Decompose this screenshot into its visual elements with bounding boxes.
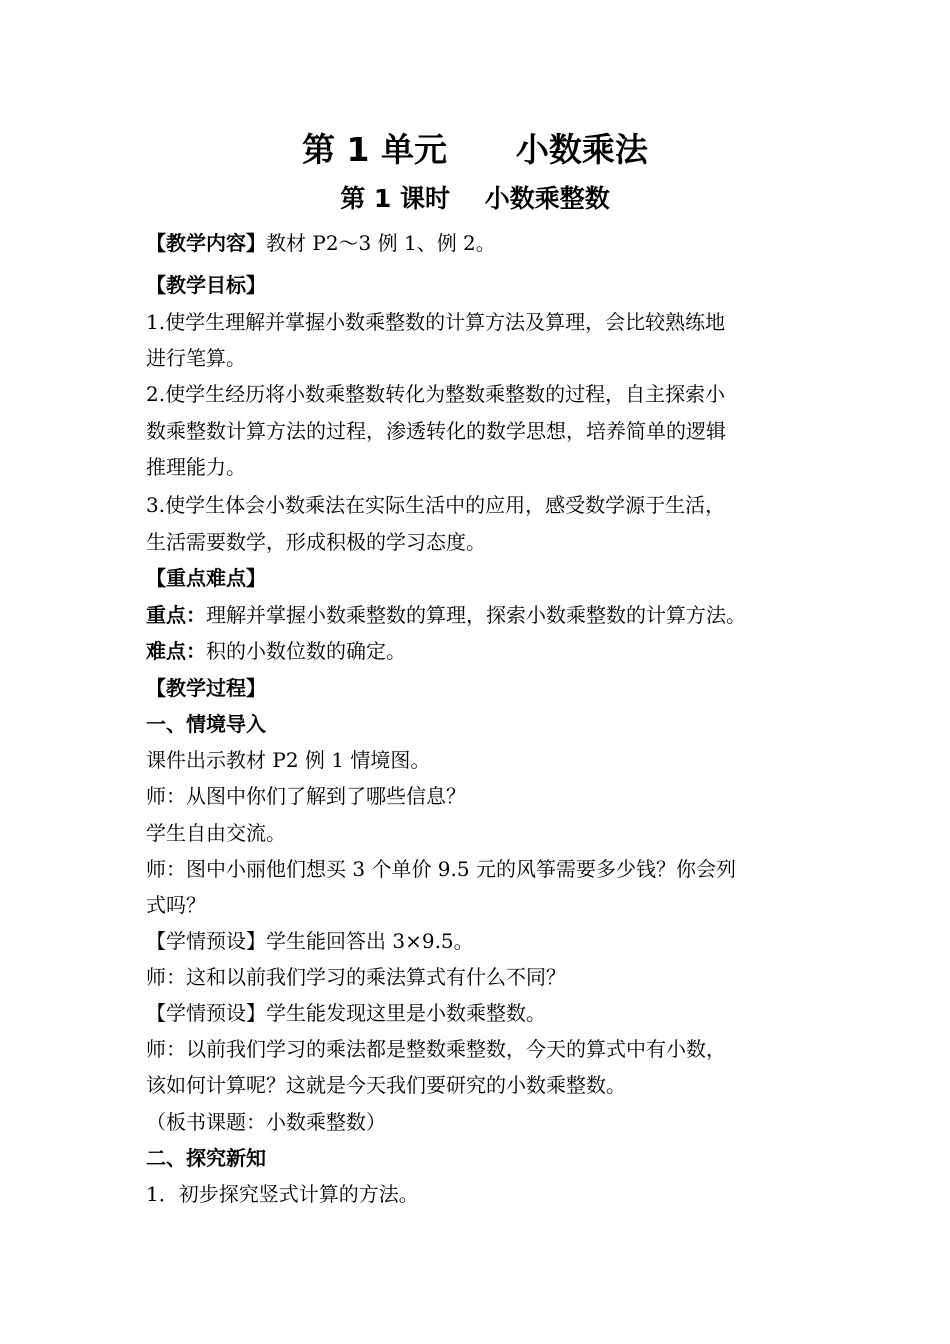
process-line: （板书课题：小数乘整数） [146,1110,386,1134]
goal-line: 推理能力。 [146,455,246,479]
difficult-point-label: 难点： [146,639,206,663]
process-line: 师：图中小丽他们想买 3 个单价 9.5 元的风筝需要多少钱？你会列 [146,857,736,881]
process-line: 师：从图中你们了解到了哪些信息？ [146,784,466,808]
process-line: 师：这和以前我们学习的乘法算式有什么不同？ [146,965,566,989]
difficult-point-text: 积的小数位数的确定。 [206,639,406,663]
process-line: 【学情预设】学生能发现这里是小数乘整数。 [146,1001,546,1025]
keypoints-heading: 【重点难点】 [146,566,266,590]
unit-title: 第 1 单元 小数乘法 [302,130,648,169]
process-line: 该如何计算呢？这就是今天我们要研究的小数乘整数。 [146,1073,626,1097]
goal-line: 1.使学生理解并掌握小数乘整数的计算方法及算理，会比较熟练地 [146,310,726,334]
process-line: 师：以前我们学习的乘法都是整数乘整数，今天的算式中有小数， [146,1037,726,1061]
teaching-content-text: 教材 P2～3 例 1、例 2。 [266,231,496,255]
goal-line: 数乘整数计算方法的过程，渗透转化的数学思想，培养简单的逻辑 [146,419,726,443]
goal-line: 生活需要数学，形成积极的学习态度。 [146,530,486,554]
goal-line: 3.使学生体会小数乘法在实际生活中的应用，感受数学源于生活， [146,493,726,517]
process-line: 【学情预设】学生能回答出 3×9.5。 [146,929,474,953]
process-line: 课件出示教材 P2 例 1 情境图。 [146,748,431,772]
goal-line: 2.使学生经历将小数乘整数转化为整数乘整数的过程，自主探索小 [146,382,726,406]
teaching-content [146,228,816,258]
teaching-goals-heading: 【教学目标】 [146,273,266,297]
section-heading: 一、情境导入 [146,712,266,736]
goal-line: 进行笔算。 [146,346,246,370]
key-point [146,600,816,630]
teaching-content-label: 【教学内容】 [146,231,266,255]
section-heading: 二、探究新知 [146,1146,266,1170]
key-point-label: 重点： [146,603,206,627]
process-line: 式吗？ [146,893,206,917]
lesson-title: 第 1 课时 小数乘整数 [340,184,610,213]
process-line: 学生自由交流。 [146,821,286,845]
process-heading: 【教学过程】 [146,676,266,700]
key-point-text: 理解并掌握小数乘整数的算理，探索小数乘整数的计算方法。 [206,603,746,627]
difficult-point [146,636,816,666]
process-line: 1．初步探究竖式计算的方法。 [146,1182,419,1206]
